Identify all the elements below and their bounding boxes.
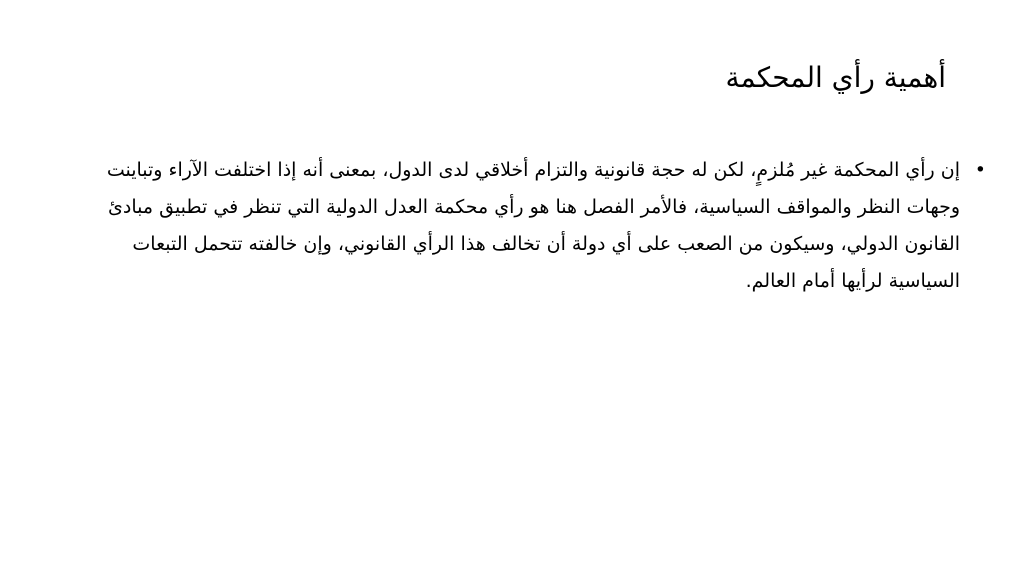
bullet-icon: • xyxy=(974,159,986,181)
bullet-text: إن رأي المحكمة غير مُلزمٍ، لكن له حجة قانونية والتزام أخلاقي لدى الدول، بمعنى أنه إذا اختلفت الآراء وتباينت وجهات النظر والمواقف السياسية، فالأمر الفصل هنا هو رأي محكمة العدل الدولية التي تنظر في تطبيق مبادئ القانون الدولي، وسيكون من الصعب على أي دولة أن تخالف هذا الرأي القانوني، وإن خالفته تتحمل التبعات السياسية لرأيها أمام العالم. xyxy=(106,159,960,292)
bullet-item xyxy=(85,152,990,300)
slide-title: أهمية رأي المحكمة xyxy=(725,61,946,94)
bullet-list xyxy=(85,152,990,300)
